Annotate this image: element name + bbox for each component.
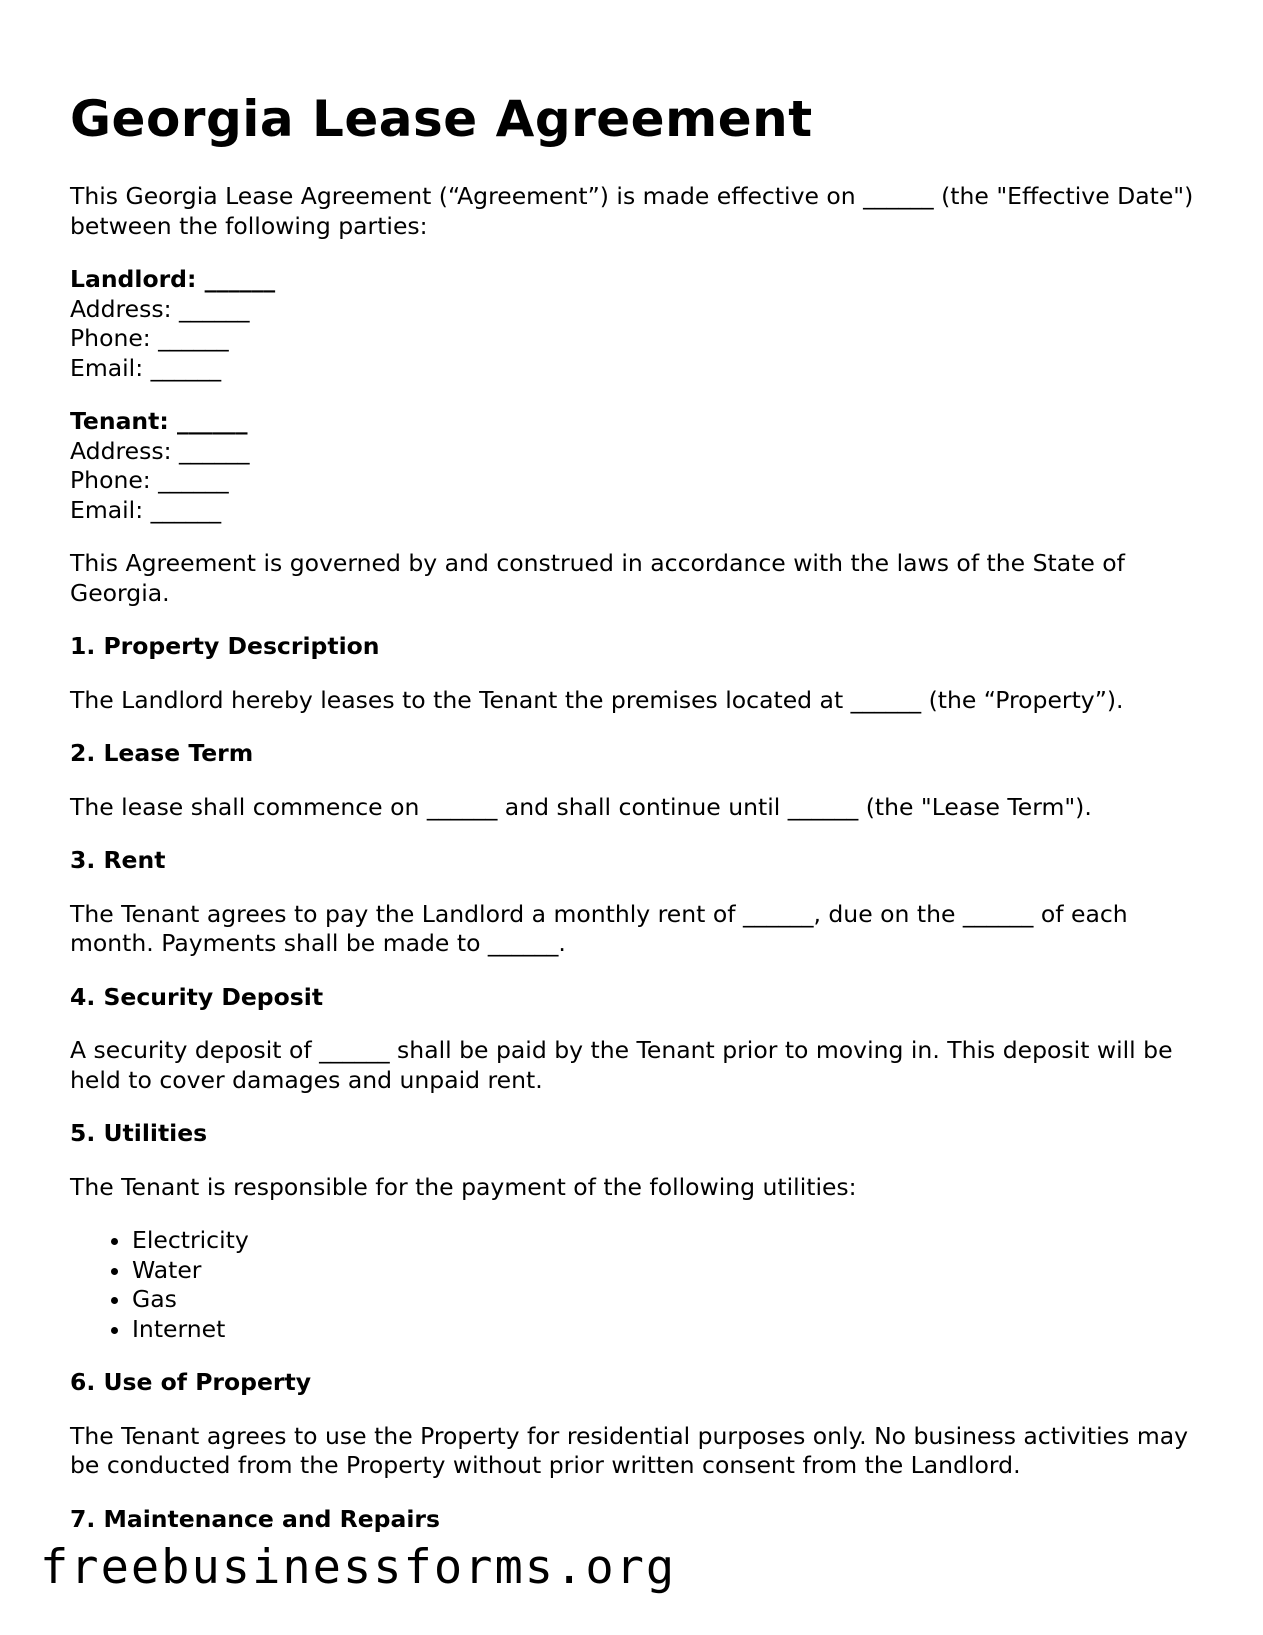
governing-law-paragraph: This Agreement is governed by and construed in accordance with the laws of the State of Georgia. <box>70 549 1125 607</box>
section-body-utilities: The Tenant is responsible for the payment of the following utilities: <box>70 1172 857 1201</box>
list-item: • Internet <box>132 1315 1200 1345</box>
landlord-block <box>70 265 1200 383</box>
section-body-use-of-property: The Tenant agrees to use the Property for residential purposes only. No business activities may be conducted from the Property without prior written consent from the Landlord. <box>70 1421 1189 1479</box>
tenant-email: Email: ______ <box>70 495 222 524</box>
tenant-block <box>70 407 1200 525</box>
list-item: • Water <box>132 1256 1200 1286</box>
section-body-lease-term: The lease shall commence on ______ and shall continue until ______ (the "Lease Term"). <box>70 792 1092 821</box>
document-page <box>70 82 1200 1558</box>
tenant-phone: Phone: ______ <box>70 466 229 494</box>
section-body-rent: The Tenant agrees to pay the Landlord a monthly rent of ______, due on the ______ of each month. Payments shall be made to ______. <box>70 899 1128 957</box>
tenant-heading: Tenant: ______ <box>70 407 248 435</box>
section-heading-utilities: 5. Utilities <box>70 1119 208 1147</box>
footer-brand-watermark: freebusinessforms.org <box>40 1540 677 1595</box>
section-heading-use-of-property: 6. Use of Property <box>70 1368 312 1396</box>
utilities-list <box>70 1226 1200 1344</box>
section-heading-security-deposit: 4. Security Deposit <box>70 982 324 1011</box>
landlord-heading: Landlord: ______ <box>70 265 276 293</box>
section-heading-lease-term: 2. Lease Term <box>70 739 254 767</box>
section-heading-property: 1. Property Description <box>70 632 380 660</box>
list-item: • Gas <box>132 1285 1200 1315</box>
intro-paragraph: This Georgia Lease Agreement (“Agreement”) is made effective on ______ (the "Effective Date") between the following parties: <box>70 182 1194 240</box>
landlord-phone: Phone: ______ <box>70 324 229 352</box>
list-item: • Electricity <box>132 1226 1200 1256</box>
document-title: Georgia Lease Agreement <box>70 90 813 148</box>
section-heading-rent: 3. Rent <box>70 846 166 874</box>
section-heading-maintenance: 7. Maintenance and Repairs <box>70 1504 440 1533</box>
section-body-property: The Landlord hereby leases to the Tenant the premises located at ______ (the “Property”). <box>70 685 1124 714</box>
section-body-security-deposit: A security deposit of ______ shall be paid by the Tenant prior to moving in. This deposit will be held to cover damages and unpaid rent. <box>70 1036 1173 1094</box>
landlord-address: Address: ______ <box>70 294 250 323</box>
tenant-address: Address: ______ <box>70 436 250 465</box>
landlord-email: Email: ______ <box>70 353 222 382</box>
